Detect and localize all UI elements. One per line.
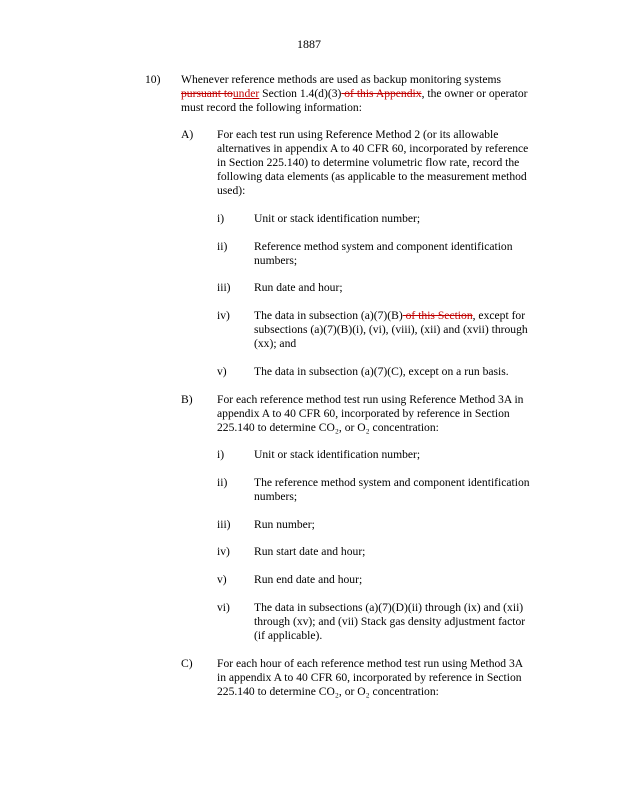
b-i-text: Unit or stack identification number; (254, 448, 421, 461)
b-vi-label: vi) (217, 601, 230, 614)
item-10-text: Section 1.4(d)(3) (259, 87, 342, 100)
item-a-line-4: following data elements (as applicable to the measurement method (217, 170, 527, 183)
b-v-text: Run end date and hour; (254, 573, 363, 586)
deleted-text: pursuant to (181, 87, 233, 100)
a-iv-text-3: (xx); and (254, 337, 297, 350)
item-c-line-2: in appendix A to 40 CFR 60, incorporated by reference in Section (217, 671, 522, 684)
b-ii-label: ii) (217, 476, 228, 489)
a-v-label: v) (217, 365, 227, 378)
a-ii-text-2: numbers; (254, 254, 298, 267)
item-a-line-2: alternatives in appendix A to 40 CFR 60, incorporated by reference (217, 142, 529, 155)
a-i-text: Unit or stack identification number; (254, 212, 421, 225)
b-i-label: i) (217, 448, 225, 461)
b-iii-label: iii) (217, 518, 231, 531)
item-a-line-5: used): (217, 184, 246, 197)
a-i-label: i) (217, 212, 225, 225)
item-10-line-2 (181, 87, 527, 101)
item-a-line-3: in Section 225.140) to determine volumetric flow rate, record the (217, 156, 520, 169)
a-ii-label: ii) (217, 240, 228, 253)
item-c-label: C) (181, 657, 193, 670)
b-vi-text-3: (if applicable). (254, 629, 323, 642)
item-10-line-1: Whenever reference methods are used as backup monitoring systems (181, 73, 501, 86)
deleted-text: of this Appendix (341, 87, 422, 100)
page-number: 1887 (297, 37, 321, 51)
item-a-line-1: For each test run using Reference Method 2 (or its allowable (217, 128, 499, 141)
b-iv-label: iv) (217, 545, 230, 558)
b-ii-text-1: The reference method system and component identification (254, 476, 530, 489)
b-v-label: v) (217, 573, 227, 586)
deleted-text: of this Section (402, 309, 473, 322)
item-b-line-3: 225.140 to determine CO₂, or O₂ concentration: (217, 421, 439, 434)
a-ii-text-1: Reference method system and component identification (254, 240, 513, 253)
a-iii-text: Run date and hour; (254, 281, 343, 294)
a-iv-text-2: subsections (a)(7)(B)(i), (vi), (viii), (xii) and (xvii) through (254, 323, 528, 336)
item-c-line-3: 225.140 to determine CO₂, or O₂ concentration: (217, 685, 439, 698)
a-v-text: The data in subsection (a)(7)(C), except on a run basis. (254, 365, 509, 378)
item-10-line-3: must record the following information: (181, 101, 362, 114)
b-iv-text: Run start date and hour; (254, 545, 366, 558)
item-10-text: , the owner or operator (421, 87, 528, 100)
a-iv-text: , except for (472, 309, 526, 322)
b-vi-text-2: through (xv); and (vii) Stack gas density adjustment factor (254, 615, 526, 628)
a-iv-label: iv) (217, 309, 230, 322)
a-iii-label: iii) (217, 281, 231, 294)
b-iii-text: Run number; (254, 518, 315, 531)
item-b-label: B) (181, 393, 193, 406)
inserted-text: under (232, 87, 260, 100)
b-vi-text-1: The data in subsections (a)(7)(D)(ii) through (ix) and (xii) (254, 601, 524, 614)
item-b-line-2: appendix A to 40 CFR 60, incorporated by reference in Section (217, 407, 510, 420)
item-b-line-1: For each reference method test run using Reference Method 3A in (217, 393, 524, 406)
b-ii-text-2: numbers; (254, 490, 298, 503)
a-iv-text-1 (254, 309, 525, 323)
item-c-line-1: For each hour of each reference method test run using Method 3A (217, 657, 524, 670)
item-10-label: 10) (145, 73, 161, 86)
a-iv-text: The data in subsection (a)(7)(B) (254, 309, 403, 322)
item-a-label: A) (181, 128, 194, 141)
